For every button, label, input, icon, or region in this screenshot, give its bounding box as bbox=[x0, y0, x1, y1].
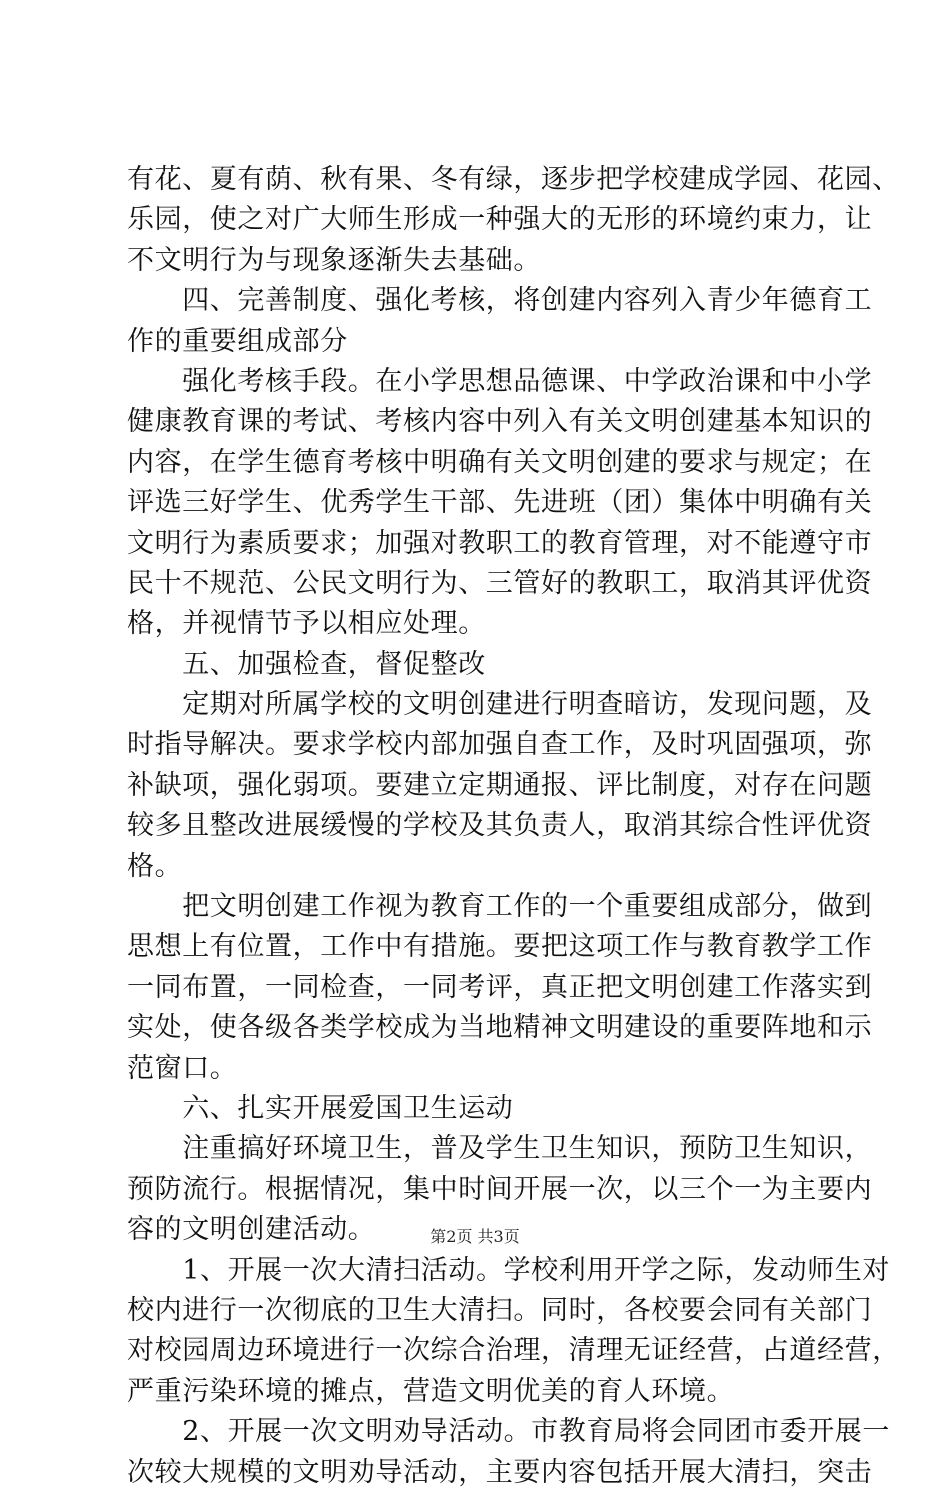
text-line: 定期对所属学校的文明创建进行明查暗访，发现问题，及 bbox=[127, 689, 873, 721]
text-line: 次较大规模的文明劝导活动，主要内容包括开展大清扫，突击 bbox=[127, 1456, 873, 1488]
text-line: 校内进行一次彻底的卫生大清扫。同时，各校要会同有关部门 bbox=[127, 1294, 873, 1326]
section-heading-5: 五、加强检查，督促整改 bbox=[127, 648, 486, 680]
section-heading-6: 六、扎实开展爱国卫生运动 bbox=[127, 1092, 514, 1124]
text-line: 较多且整改进展缓慢的学校及其负责人，取消其综合性评优资 bbox=[127, 810, 873, 842]
text-line: 注重搞好环境卫生，普及学生卫生知识，预防卫生知识， bbox=[127, 1133, 873, 1165]
text-line: 补缺项，强化弱项。要建立定期通报、评比制度，对存在问题 bbox=[127, 769, 873, 801]
text-line: 内容，在学生德育考核中明确有关文明创建的要求与规定；在 bbox=[127, 446, 873, 478]
text-line: 1、开展一次大清扫活动。学校利用开学之际，发动师生对 bbox=[127, 1254, 890, 1286]
text-line: 把文明创建工作视为教育工作的一个重要组成部分，做到 bbox=[127, 891, 873, 923]
document-body bbox=[127, 160, 900, 1493]
text-line: 容的文明创建活动。 bbox=[127, 1214, 376, 1246]
page-number-label: 第2页 共3页 bbox=[430, 1227, 520, 1246]
text-line: 思想上有位置，工作中有措施。要把这项工作与教育教学工作 bbox=[127, 931, 873, 963]
text-line: 一同布置，一同检查，一同考评，真正把文明创建工作落实到 bbox=[127, 971, 873, 1003]
text-line: 对校园周边环境进行一次综合治理，清理无证经营，占道经营， bbox=[127, 1335, 900, 1367]
text-line: 不文明行为与现象逐渐失去基础。 bbox=[127, 244, 541, 276]
text-line: 2、开展一次文明劝导活动。市教育局将会同团市委开展一 bbox=[127, 1416, 890, 1448]
text-line: 健康教育课的考试、考核内容中列入有关文明创建基本知识的 bbox=[127, 406, 873, 438]
text-line: 评选三好学生、优秀学生干部、先进班（团）集体中明确有关 bbox=[127, 487, 873, 519]
section-heading-4-cont: 作的重要组成部分 bbox=[127, 325, 348, 357]
text-line: 乐园，使之对广大师生形成一种强大的无形的环境约束力，让 bbox=[127, 204, 873, 236]
text-line: 有花、夏有荫、秋有果、冬有绿，逐步把学校建成学园、花园、 bbox=[127, 164, 900, 195]
text-line: 预防流行。根据情况，集中时间开展一次，以三个一为主要内 bbox=[127, 1173, 873, 1205]
section-heading-4: 四、完善制度、强化考核，将创建内容列入青少年德育工 bbox=[127, 285, 873, 317]
text-line: 格，并视情节予以相应处理。 bbox=[127, 608, 486, 640]
text-line: 时指导解决。要求学校内部加强自查工作，及时巩固强项，弥 bbox=[127, 729, 873, 761]
text-line: 范窗口。 bbox=[127, 1052, 238, 1084]
text-line: 格。 bbox=[127, 850, 183, 882]
page-footer bbox=[0, 1224, 950, 1247]
text-line: 民十不规范、公民文明行为、三管好的教职工，取消其评优资 bbox=[127, 567, 873, 599]
text-line: 实处，使各级各类学校成为当地精神文明建设的重要阵地和示 bbox=[127, 1012, 873, 1044]
text-line: 强化考核手段。在小学思想品德课、中学政治课和中小学 bbox=[127, 365, 873, 397]
text-line: 文明行为素质要求；加强对教职工的教育管理，对不能遵守市 bbox=[127, 527, 873, 559]
text-line: 严重污染环境的摊点，营造文明优美的育人环境。 bbox=[127, 1375, 735, 1407]
